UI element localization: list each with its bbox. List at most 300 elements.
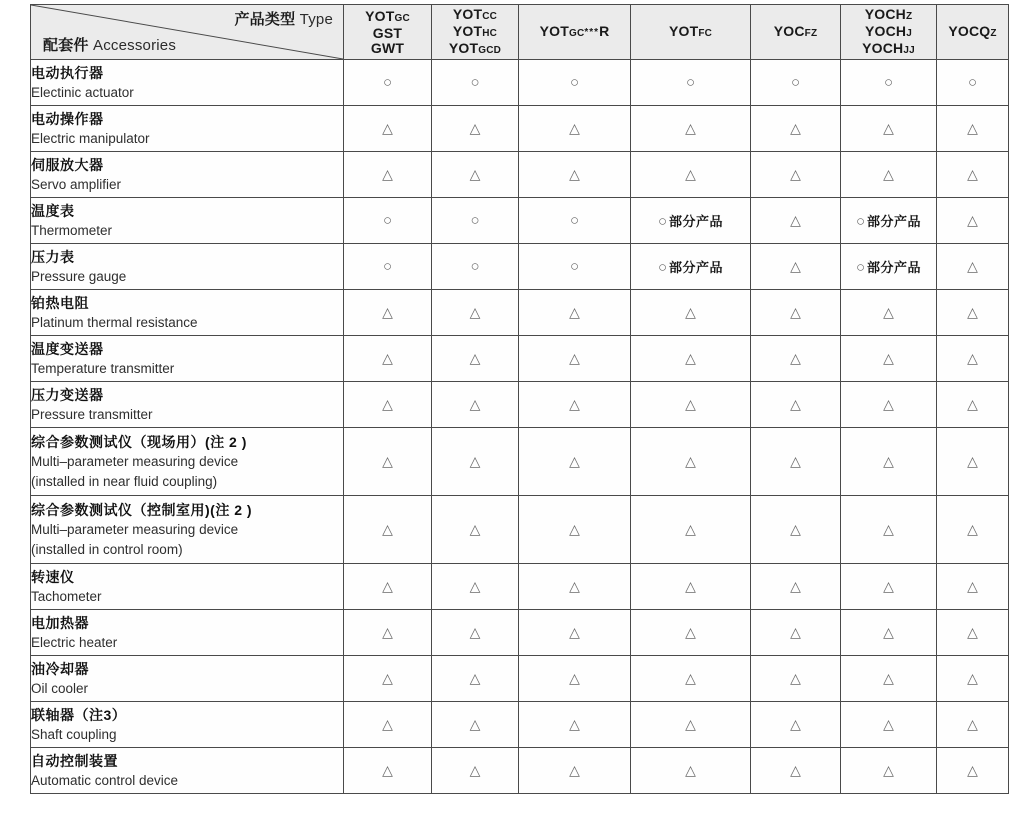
compat-cell (432, 382, 519, 428)
product-type-text: YOCH (862, 39, 904, 56)
accessory-name-en: (installed in near fluid coupling) (31, 473, 218, 489)
compat-cell (751, 656, 841, 702)
col-header-yocfz (751, 5, 841, 60)
triangle-symbol: △ (790, 119, 801, 136)
compat-cell (432, 106, 519, 152)
triangle-symbol: △ (382, 715, 393, 732)
compat-cell (841, 106, 937, 152)
circle-symbol: ○ (569, 211, 580, 229)
accessory-name-en: (installed in control room) (31, 541, 183, 557)
triangle-symbol: △ (790, 349, 801, 366)
circle-symbol: ○ (883, 73, 894, 91)
triangle-symbol: △ (967, 303, 978, 320)
compat-cell (751, 382, 841, 428)
corner-type-label (234, 12, 333, 27)
product-type-text: YOT (668, 22, 699, 39)
compat-cell (631, 748, 751, 794)
compat-cell (631, 656, 751, 702)
product-type-text: JJ (903, 44, 915, 56)
circle-symbol: ○ (470, 257, 480, 275)
compat-cell (631, 496, 751, 564)
accessory-name-en: Pressure transmitter (31, 406, 153, 422)
circle-symbol: ○ (657, 212, 668, 230)
triangle-symbol: △ (569, 303, 580, 320)
compat-cell (841, 496, 937, 564)
triangle-symbol: △ (883, 119, 894, 136)
triangle-symbol: △ (967, 211, 978, 228)
accessory-name-zh: 电动执行器 (31, 64, 104, 81)
product-type-text: FC (698, 27, 713, 39)
compat-cell (432, 702, 519, 748)
triangle-symbol: △ (883, 761, 894, 778)
triangle-symbol: △ (382, 669, 393, 686)
compat-cell (751, 610, 841, 656)
circle-symbol: ○ (967, 73, 978, 91)
compat-cell (841, 198, 937, 244)
accessory-name-zh: 油冷却器 (31, 660, 89, 677)
circle-symbol: ○ (790, 73, 801, 91)
compat-cell (432, 152, 519, 198)
compat-cell (344, 106, 432, 152)
accessory-name-en: Electinic actuator (31, 84, 134, 100)
product-type-text: HC (482, 27, 498, 39)
product-type-text: YOT (365, 7, 395, 24)
triangle-symbol: △ (685, 452, 696, 469)
triangle-symbol: △ (569, 577, 580, 594)
triangle-symbol: △ (685, 165, 696, 182)
compat-cell (432, 496, 519, 564)
accessory-name-zh: 自动控制装置 (31, 752, 118, 769)
accessory-name-en: Tachometer (31, 588, 102, 604)
product-type-line (841, 7, 936, 24)
triangle-symbol: △ (967, 577, 978, 594)
product-type-text: Z (905, 10, 913, 22)
circle-symbol: ○ (855, 212, 866, 230)
accessory-name-cell (31, 152, 344, 198)
compat-cell (432, 610, 519, 656)
table-row (31, 290, 1009, 336)
table-row (31, 152, 1009, 198)
accessory-name-en: Automatic control device (31, 772, 179, 788)
compat-cell (519, 656, 631, 702)
compat-cell (937, 428, 1009, 496)
accessory-name-zh: 转速仪 (31, 568, 75, 585)
accessory-name-zh: 联轴器（注3） (31, 706, 127, 723)
compat-cell (432, 290, 519, 336)
compat-cell (937, 106, 1009, 152)
triangle-symbol: △ (967, 119, 978, 136)
product-type-line (432, 41, 518, 58)
compat-cell (519, 60, 631, 106)
compat-cell (751, 702, 841, 748)
compat-cell (432, 656, 519, 702)
table-row (31, 244, 1009, 290)
table-row (31, 496, 1009, 564)
compat-cell (344, 336, 432, 382)
product-type-text: GC (568, 27, 585, 39)
triangle-symbol: △ (382, 119, 393, 136)
compat-cell (432, 198, 519, 244)
col-header-yotcc-yothc-yotgcd (432, 5, 519, 60)
accessory-name-cell (31, 656, 344, 702)
compat-cell (841, 610, 937, 656)
circle-symbol: ○ (382, 257, 393, 275)
accessories-compatibility-table (30, 4, 1009, 794)
accessory-name-zh: 压力表 (31, 248, 75, 265)
compat-cell (519, 564, 631, 610)
triangle-symbol: △ (569, 761, 580, 778)
compat-cell (937, 496, 1009, 564)
compat-cell (937, 748, 1009, 794)
accessories-label-en: Accessories (92, 37, 177, 54)
product-type-text: GC (394, 12, 410, 24)
product-type-line (841, 41, 936, 58)
triangle-symbol: △ (382, 395, 393, 412)
triangle-symbol: △ (967, 257, 978, 274)
product-type-text: *** (584, 26, 600, 38)
table-row (31, 336, 1009, 382)
compat-cell (432, 244, 519, 290)
accessory-name-cell (31, 106, 344, 152)
table-row (31, 198, 1009, 244)
triangle-symbol: △ (967, 452, 978, 469)
triangle-symbol: △ (382, 303, 393, 320)
table-row (31, 60, 1009, 106)
compat-cell (841, 152, 937, 198)
accessory-name-zh: 伺服放大器 (31, 156, 104, 173)
accessory-name-en: Multi–parameter measuring device (31, 521, 239, 537)
table-row (31, 610, 1009, 656)
triangle-symbol: △ (469, 119, 481, 136)
triangle-symbol: △ (790, 669, 801, 686)
compat-cell (432, 748, 519, 794)
compat-cell (631, 152, 751, 198)
compat-cell (432, 428, 519, 496)
compat-cell (631, 60, 751, 106)
product-type-text: FZ (804, 27, 818, 39)
circle-symbol: ○ (382, 73, 393, 91)
compat-cell (631, 244, 751, 290)
triangle-symbol: △ (883, 395, 894, 412)
triangle-symbol: △ (382, 761, 393, 778)
product-type-text: J (906, 27, 912, 39)
circle-symbol: ○ (569, 73, 580, 91)
triangle-symbol: △ (685, 303, 696, 320)
compat-cell (344, 610, 432, 656)
triangle-symbol: △ (469, 623, 481, 640)
circle-symbol: ○ (685, 73, 696, 91)
compat-cell (344, 382, 432, 428)
triangle-symbol: △ (967, 165, 978, 182)
triangle-symbol: △ (967, 395, 978, 412)
product-type-text: R (599, 22, 610, 39)
compat-cell (751, 748, 841, 794)
compat-cell (631, 702, 751, 748)
compat-cell (841, 60, 937, 106)
compat-cell (841, 748, 937, 794)
compat-cell (631, 610, 751, 656)
triangle-symbol: △ (685, 577, 696, 594)
triangle-symbol: △ (790, 395, 801, 412)
accessory-name-cell (31, 564, 344, 610)
triangle-symbol: △ (685, 623, 696, 640)
accessory-name-en: Shaft coupling (31, 726, 117, 742)
triangle-symbol: △ (883, 623, 894, 640)
compat-cell (344, 748, 432, 794)
compat-cell (344, 564, 432, 610)
triangle-symbol: △ (883, 452, 894, 469)
type-label-zh: 产品类型 (234, 11, 296, 28)
triangle-symbol: △ (569, 452, 580, 469)
accessory-name-zh: 电加热器 (31, 614, 89, 631)
triangle-symbol: △ (382, 520, 393, 537)
triangle-symbol: △ (790, 577, 801, 594)
compat-cell (841, 564, 937, 610)
triangle-symbol: △ (967, 520, 978, 537)
product-type-line (841, 24, 936, 41)
compat-cell (344, 60, 432, 106)
corner-header-cell (31, 5, 344, 60)
triangle-symbol: △ (569, 119, 580, 136)
compat-cell (841, 336, 937, 382)
accessory-name-cell (31, 496, 344, 564)
compat-cell (519, 290, 631, 336)
product-type-text: GCD (478, 44, 502, 56)
circle-symbol: ○ (657, 258, 668, 276)
product-type-line (519, 24, 630, 41)
triangle-symbol: △ (569, 520, 580, 537)
compat-cell (519, 382, 631, 428)
product-type-line (344, 9, 431, 26)
triangle-symbol: △ (883, 715, 894, 732)
triangle-symbol: △ (469, 520, 481, 537)
accessory-name-en: Thermometer (31, 222, 113, 238)
triangle-symbol: △ (469, 669, 481, 686)
table-row (31, 564, 1009, 610)
accessory-name-en: Electric heater (31, 634, 118, 650)
compat-cell (344, 496, 432, 564)
accessory-name-zh: 铂热电阻 (31, 294, 89, 311)
circle-symbol: ○ (382, 211, 393, 229)
triangle-symbol: △ (790, 211, 801, 228)
accessory-name-cell (31, 610, 344, 656)
compat-cell (751, 60, 841, 106)
compat-cell (841, 656, 937, 702)
compat-cell (519, 496, 631, 564)
compat-cell (432, 336, 519, 382)
compat-cell (631, 564, 751, 610)
product-type-text: CC (482, 10, 498, 22)
accessory-name-en: Electric manipulator (31, 130, 150, 146)
product-type-line (937, 24, 1008, 41)
product-type-line (751, 24, 840, 41)
triangle-symbol: △ (790, 257, 801, 274)
partial-product-label: 部分产品 (669, 259, 724, 275)
circle-symbol: ○ (855, 258, 866, 276)
triangle-symbol: △ (967, 623, 978, 640)
product-type-line (344, 41, 431, 56)
accessory-name-cell (31, 336, 344, 382)
triangle-symbol: △ (569, 165, 580, 182)
compat-cell (937, 564, 1009, 610)
triangle-symbol: △ (469, 303, 481, 320)
accessory-name-cell (31, 382, 344, 428)
partial-product-label: 部分产品 (867, 213, 922, 229)
accessory-name-cell (31, 290, 344, 336)
compat-cell (432, 60, 519, 106)
accessory-name-en: Oil cooler (31, 680, 89, 696)
triangle-symbol: △ (469, 349, 481, 366)
table-row (31, 382, 1009, 428)
table-header (31, 5, 1009, 60)
triangle-symbol: △ (569, 623, 580, 640)
accessory-name-cell (31, 702, 344, 748)
accessory-name-cell (31, 428, 344, 496)
triangle-symbol: △ (790, 303, 801, 320)
product-type-text: YOT (448, 39, 479, 56)
product-type-text: YOT (452, 5, 483, 22)
compat-cell (344, 152, 432, 198)
compat-cell (344, 244, 432, 290)
triangle-symbol: △ (569, 669, 580, 686)
compat-cell (937, 610, 1009, 656)
triangle-symbol: △ (685, 761, 696, 778)
compat-cell (751, 152, 841, 198)
triangle-symbol: △ (569, 349, 580, 366)
compat-cell (631, 382, 751, 428)
accessory-name-cell (31, 748, 344, 794)
accessory-name-zh: 综合参数测试仪（控制室用)(注 2 ) (31, 501, 253, 518)
product-type-text: GWT (370, 39, 405, 56)
compat-cell (519, 610, 631, 656)
triangle-symbol: △ (883, 165, 894, 182)
compat-cell (937, 60, 1009, 106)
accessory-name-en: Servo amplifier (31, 176, 122, 192)
compat-cell (631, 428, 751, 496)
product-type-line (344, 26, 431, 41)
triangle-symbol: △ (883, 349, 894, 366)
compat-cell (519, 106, 631, 152)
product-type-text: YOT (452, 22, 483, 39)
compat-cell (344, 656, 432, 702)
triangle-symbol: △ (685, 349, 696, 366)
compat-cell (937, 290, 1009, 336)
compat-cell (937, 152, 1009, 198)
compat-cell (751, 198, 841, 244)
triangle-symbol: △ (382, 165, 393, 182)
circle-symbol: ○ (470, 73, 480, 91)
compat-cell (751, 290, 841, 336)
compat-cell (751, 496, 841, 564)
compat-cell (519, 748, 631, 794)
triangle-symbol: △ (469, 452, 481, 469)
product-type-text: YOT (539, 22, 569, 39)
compat-cell (841, 702, 937, 748)
triangle-symbol: △ (967, 349, 978, 366)
partial-product-label: 部分产品 (669, 213, 724, 229)
accessory-name-zh: 压力变送器 (31, 386, 104, 403)
compat-cell (937, 336, 1009, 382)
compat-cell (519, 428, 631, 496)
compat-cell (519, 198, 631, 244)
col-header-yotgc-starstarstar-r (519, 5, 631, 60)
accessory-name-cell (31, 198, 344, 244)
accessory-name-zh: 电动操作器 (31, 110, 104, 127)
accessory-name-en: Temperature transmitter (31, 360, 175, 376)
product-type-text: YOC (773, 22, 805, 39)
table-row (31, 748, 1009, 794)
triangle-symbol: △ (790, 715, 801, 732)
compat-cell (841, 428, 937, 496)
compat-cell (519, 702, 631, 748)
triangle-symbol: △ (569, 715, 580, 732)
triangle-symbol: △ (685, 395, 696, 412)
circle-symbol: ○ (470, 211, 480, 229)
accessory-name-cell (31, 60, 344, 106)
corner-accessories-label (43, 38, 176, 53)
triangle-symbol: △ (883, 520, 894, 537)
product-type-text: YOCQ (948, 22, 991, 39)
compat-cell (841, 290, 937, 336)
triangle-symbol: △ (883, 577, 894, 594)
table-row (31, 656, 1009, 702)
table-row (31, 428, 1009, 496)
triangle-symbol: △ (883, 669, 894, 686)
product-type-text: YOCH (864, 5, 906, 22)
triangle-symbol: △ (967, 669, 978, 686)
product-type-text: YOCH (864, 22, 907, 39)
table-row (31, 106, 1009, 152)
compat-cell (841, 382, 937, 428)
triangle-symbol: △ (469, 715, 481, 732)
accessories-label-zh: 配套件 (43, 37, 89, 54)
compat-cell (631, 290, 751, 336)
triangle-symbol: △ (382, 349, 393, 366)
product-type-text: Z (990, 27, 997, 39)
compat-cell (631, 198, 751, 244)
header-row (31, 5, 1009, 60)
col-header-yochz-yochj-yochjj (841, 5, 937, 60)
accessory-name-en: Platinum thermal resistance (31, 314, 198, 330)
compat-cell (751, 564, 841, 610)
accessory-name-cell (31, 244, 344, 290)
compat-cell (344, 290, 432, 336)
col-header-yocqz (937, 5, 1009, 60)
compat-cell (631, 106, 751, 152)
compat-cell (751, 106, 841, 152)
accessory-name-zh: 温度表 (31, 202, 75, 219)
accessory-name-en: Multi–parameter measuring device (31, 453, 239, 469)
product-type-text: GST (372, 24, 403, 41)
triangle-symbol: △ (469, 577, 481, 594)
compat-cell (344, 428, 432, 496)
compat-cell (937, 244, 1009, 290)
triangle-symbol: △ (883, 303, 894, 320)
triangle-symbol: △ (790, 165, 801, 182)
triangle-symbol: △ (382, 577, 393, 594)
triangle-symbol: △ (685, 715, 696, 732)
compat-cell (519, 336, 631, 382)
table-row (31, 702, 1009, 748)
triangle-symbol: △ (469, 761, 481, 778)
product-type-line (631, 24, 750, 41)
compat-cell (751, 244, 841, 290)
accessory-name-zh: 综合参数测试仪（现场用）(注 2 ) (31, 433, 247, 450)
compat-cell (631, 336, 751, 382)
compat-cell (937, 656, 1009, 702)
circle-symbol: ○ (569, 257, 580, 275)
compat-cell (344, 198, 432, 244)
